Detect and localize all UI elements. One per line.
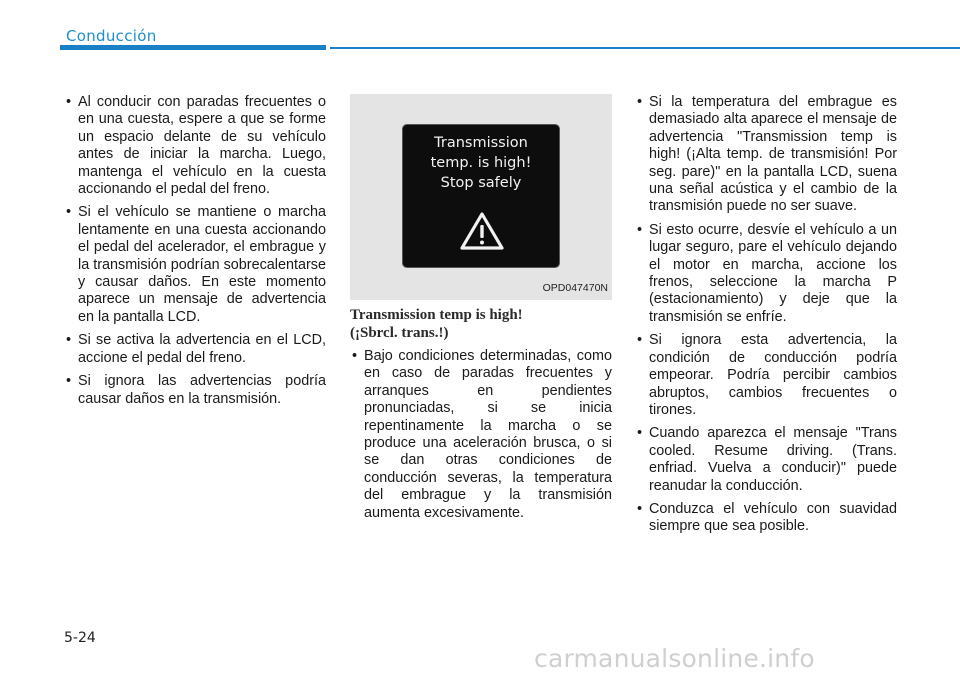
left-bullet-list	[64, 94, 326, 408]
warning-triangle-icon	[459, 211, 505, 251]
list-item: • Bajo condiciones determinadas, como en caso de paradas frecuentes y arranques en pendientes pronunciadas, si se inicia repentinamente la marcha o se produce una aceleración brusca, o si se dan otras condiciones de conducción severas, la temperatura del embrague y la transmisión aumenta excesivamente.	[350, 348, 612, 522]
lcd-figure	[350, 94, 612, 300]
list-item: • Si el vehículo se mantiene o marcha lentamente en una cuesta accionando el pedal del acelerador, el embrague y la transmisión podrían sobrecalentarse y causar daños. En este momento aparece un mensaje de advertencia en la pantalla LCD.	[64, 204, 326, 326]
lcd-line: Transmission	[434, 135, 528, 151]
section-title: Conducción	[66, 27, 157, 45]
middle-column	[350, 94, 612, 528]
header-rule-thick	[60, 45, 326, 50]
list-item: • Si esto ocurre, desvíe el vehículo a un lugar seguro, pare el vehículo dejando el motor en marcha, accione los frenos, seleccione la marcha P (estacionamiento) y deje que la transmisión se enfríe.	[635, 222, 897, 326]
list-item: • Conduzca el vehículo con suavidad siempre que sea posible.	[635, 501, 897, 536]
list-item: • Si se activa la advertencia en el LCD, accione el pedal del freno.	[64, 332, 326, 367]
right-column	[635, 94, 897, 542]
list-item: • Cuando aparezca el mensaje "Trans cooled. Resume driving. (Trans. enfriad. Vuelva a conducir)" puede reanudar la conducción.	[635, 425, 897, 495]
left-column	[64, 94, 326, 414]
lcd-line: temp. is high!	[430, 155, 532, 171]
list-item: • Si la temperatura del embrague es demasiado alta aparece el mensaje de advertencia "Transmission temp is high! (¡Alta temp. de transmisión! Por seg. pare)" en la pantalla LCD, suena una señal acústica y el cambio de la transmisión puede no ser suave.	[635, 94, 897, 216]
right-bullet-list	[635, 94, 897, 536]
subsection-heading	[350, 306, 612, 342]
lcd-line: Stop safely	[440, 175, 522, 191]
watermark: carmanualsonline.info	[534, 644, 815, 673]
list-item: • Si ignora esta advertencia, la condición de conducción podría empeorar. Podría percibir cambios abruptos, cambios frecuentes o tirones.	[635, 332, 897, 419]
heading-line: Transmission temp is high!	[350, 307, 523, 323]
header-rule-thin	[330, 47, 960, 49]
list-item: • Si ignora las advertencias podría causar daños en la transmisión.	[64, 373, 326, 408]
heading-line: (¡Sbrcl. trans.!)	[350, 325, 449, 341]
list-item: • Al conducir con paradas frecuentes o en una cuesta, espere a que se forme un espacio delante de su vehículo antes de iniciar la marcha. Luego, mantenga el vehículo en la cuesta accionando el pedal del freno.	[64, 94, 326, 198]
page-number: 5-24	[64, 630, 96, 646]
figure-code: OPD047470N	[542, 281, 608, 294]
middle-bullet-list	[350, 348, 612, 522]
lcd-display	[402, 124, 560, 268]
lcd-message	[403, 133, 559, 193]
